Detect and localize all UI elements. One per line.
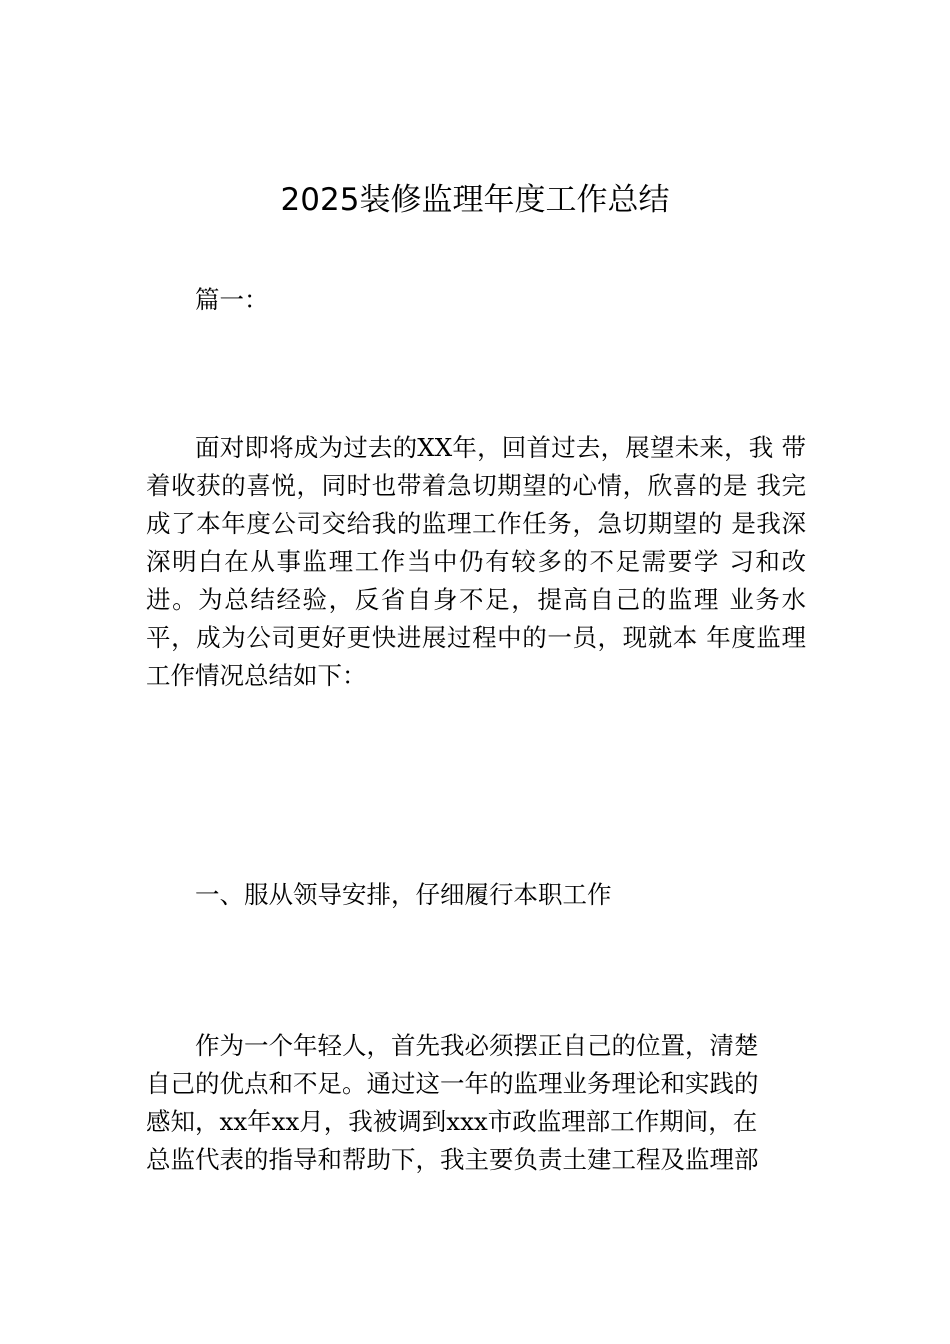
paragraph-2-line: 感知，xx年xx月，我被调到xxx市政监理部工作期间，在 xyxy=(146,1107,758,1136)
paragraph-2 xyxy=(146,1027,806,1179)
heading-1 xyxy=(146,876,806,914)
paragraph-1-line: 面对即将成为过去的XX年，回首过去，展望未来，我 xyxy=(195,433,774,462)
paragraph-1-line: 我完成了本年度公司交给我的监理工作任务，急切期望的 xyxy=(146,471,806,538)
heading-1-text: 一、服从领导安排，仔细履行本职工作 xyxy=(195,880,612,909)
paragraph-1-line: 是我深深明白在从事监理工作当中仍有较多的不足需要学 xyxy=(146,509,806,576)
paragraph-1 xyxy=(146,429,806,695)
paragraph-2-line: 总监代表的指导和帮助下，我主要负责土建工程及监理部 xyxy=(146,1145,759,1174)
paragraph-2-line: 自己的优点和不足。通过这一年的监理业务理论和实践的 xyxy=(146,1069,759,1098)
document-title: 2025装修监理年度工作总结 xyxy=(280,182,670,218)
paragraph-2-line: 作为一个年轻人，首先我必须摆正自己的位置，清楚 xyxy=(195,1031,759,1060)
section-label-text: 篇一： xyxy=(195,285,269,314)
section-label xyxy=(146,281,806,319)
paragraph-1-line: 带着收获的喜悦，同时也带着急切期望的心情，欣喜的是 xyxy=(146,433,806,500)
paragraph-1-line: 业务水平，成为公司更好更快进展过程中的一员，现就本 xyxy=(146,585,807,652)
paragraph-1-line: 年度监理工作情况总结如下： xyxy=(146,623,807,690)
paragraph-1-line: 习和改进。为总结经验，反省自身不足，提高自己的监理 xyxy=(146,547,807,614)
